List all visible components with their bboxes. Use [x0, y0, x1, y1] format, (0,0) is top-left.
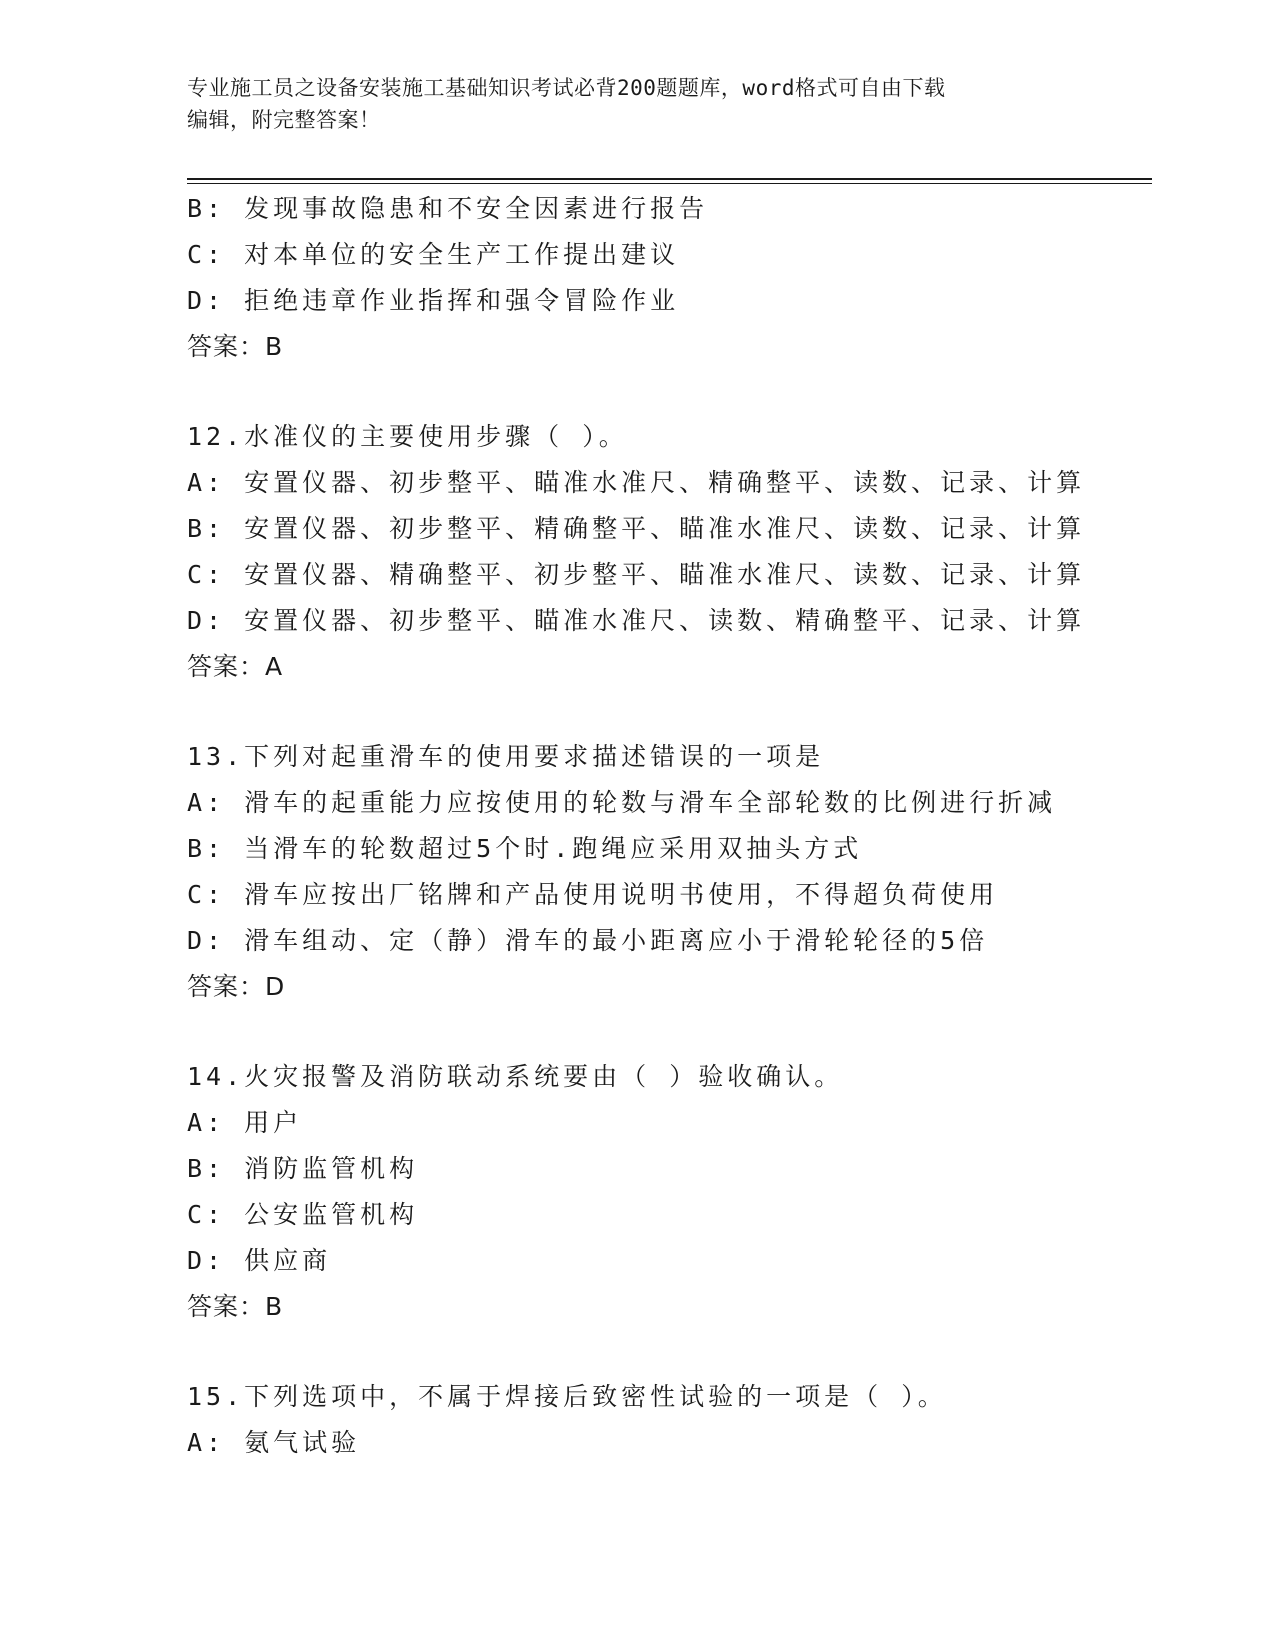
question-11 [187, 186, 1147, 370]
option-d: D: 拒绝违章作业指挥和强令冒险作业 [187, 286, 680, 315]
question-12 [187, 414, 1147, 690]
option-d: D: 安置仪器、初步整平、瞄准水准尺、读数、精确整平、记录、计算 [187, 606, 1086, 635]
answer-line: 答案：B [187, 1292, 284, 1321]
header-rule-thick [187, 178, 1152, 180]
document-header [187, 72, 1067, 136]
option-d: D: 滑车组动、定（静）滑车的最小距离应小于滑轮轮径的5倍 [187, 926, 989, 955]
spacer [187, 1010, 1147, 1054]
option-c: C: 滑车应按出厂铭牌和产品使用说明书使用，不得超负荷使用 [187, 880, 999, 909]
header-title-line-1: 专业施工员之设备安装施工基础知识考试必背200题题库，word格式可自由下载 [187, 76, 946, 100]
option-b: B: 发现事故隐患和不安全因素进行报告 [187, 194, 709, 223]
option-a: A: 氨气试验 [187, 1428, 361, 1457]
option-c: C: 安置仪器、精确整平、初步整平、瞄准水准尺、读数、记录、计算 [187, 560, 1086, 589]
option-a: A: 滑车的起重能力应按使用的轮数与滑车全部轮数的比例进行折减 [187, 788, 1057, 817]
question-stem: 15.下列选项中，不属于焊接后致密性试验的一项是（ ）。 [187, 1382, 947, 1411]
option-a: A: 用户 [187, 1108, 303, 1137]
question-13 [187, 734, 1147, 1010]
answer-line: 答案：A [187, 652, 284, 681]
question-stem: 14.火灾报警及消防联动系统要由（ ）验收确认。 [187, 1062, 844, 1091]
spacer [187, 690, 1147, 734]
question-list [187, 186, 1147, 1466]
header-rule-thin [187, 183, 1152, 184]
option-b: B: 当滑车的轮数超过5个时.跑绳应采用双抽头方式 [187, 834, 863, 863]
option-b: B: 消防监管机构 [187, 1154, 419, 1183]
option-c: C: 对本单位的安全生产工作提出建议 [187, 240, 680, 269]
option-b: B: 安置仪器、初步整平、精确整平、瞄准水准尺、读数、记录、计算 [187, 514, 1086, 543]
option-a: A: 安置仪器、初步整平、瞄准水准尺、精确整平、读数、记录、计算 [187, 468, 1086, 497]
option-d: D: 供应商 [187, 1246, 332, 1275]
answer-line: 答案：D [187, 972, 286, 1001]
answer-line: 答案：B [187, 332, 284, 361]
option-c: C: 公安监管机构 [187, 1200, 419, 1229]
spacer [187, 1330, 1147, 1374]
question-stem: 13.下列对起重滑车的使用要求描述错误的一项是 [187, 742, 825, 771]
question-14 [187, 1054, 1147, 1330]
header-title-line-2: 编辑，附完整答案！ [187, 108, 381, 132]
question-stem: 12.水准仪的主要使用步骤（ ）。 [187, 422, 628, 451]
spacer [187, 370, 1147, 414]
question-15 [187, 1374, 1147, 1466]
